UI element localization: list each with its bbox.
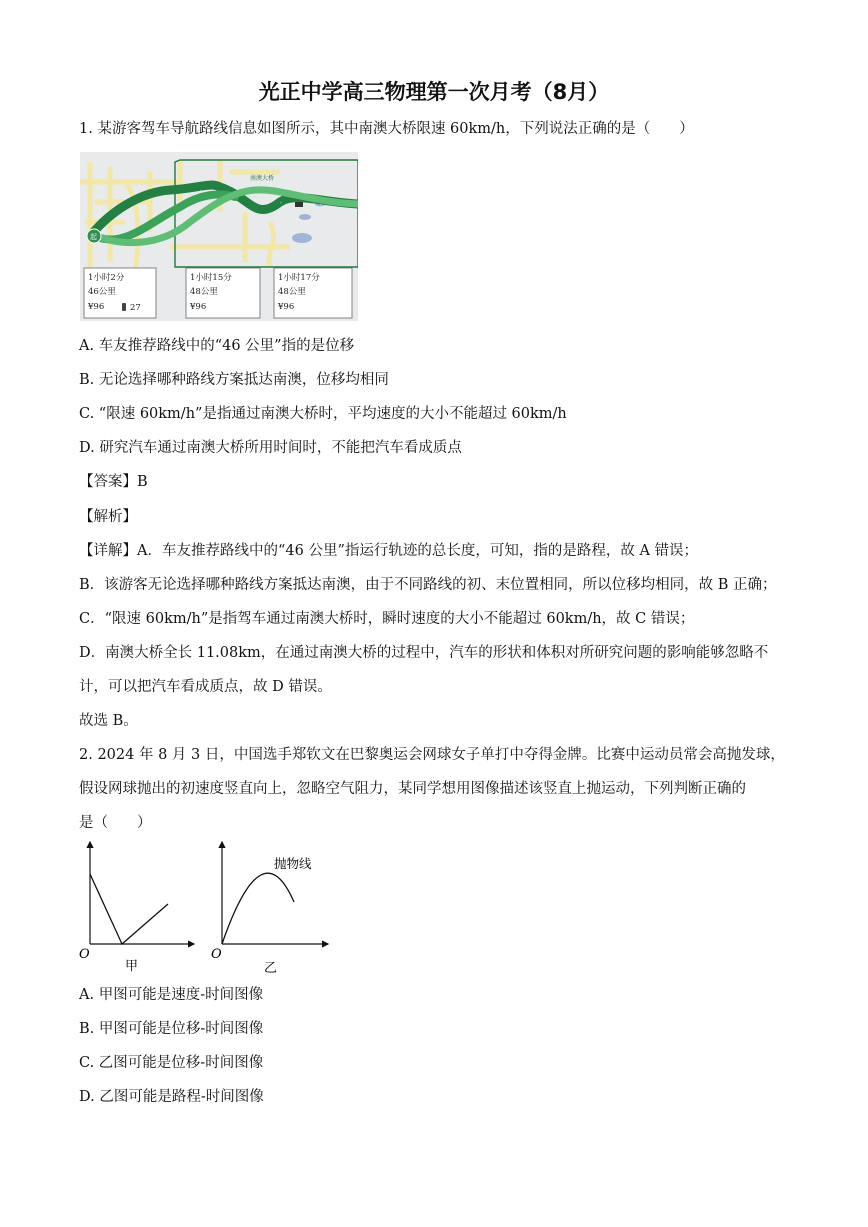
route-card-time: 1小时15分 xyxy=(190,273,232,283)
q1-option-c: C. “限速 60km/h”是指通过南澳大桥时，平均速度的大小不能超过 60km/h xyxy=(79,406,567,422)
question-1-stem: 1. 某游客驾车导航路线信息如图所示，其中南澳大桥限速 60km/h，下列说法正确的是（ ） xyxy=(79,121,694,137)
traffic-light-icon xyxy=(122,303,126,311)
q1-detail-line: B．该游客无论选择哪种路线方案抵达南澳，由于不同路线的初、末位置相同，所以位移均相同，故 B 正确； xyxy=(79,577,777,593)
graph-yi-parabola xyxy=(222,873,294,944)
route-card-2 xyxy=(186,268,260,318)
q1-detail-line: 计，可以把汽车看成质点，故 D 错误。 xyxy=(79,679,332,695)
q2-option-c: C. 乙图可能是位移-时间图像 xyxy=(79,1055,264,1071)
route-card-cost: ¥96 xyxy=(190,302,207,312)
q1-option-a: A. 车友推荐路线中的“46 公里”指的是位移 xyxy=(79,338,355,354)
question-2-stem: 是（ ） xyxy=(79,815,152,831)
graph-yi-caption: 乙 xyxy=(264,961,278,976)
graph-yi-curve-label: 抛物线 xyxy=(274,856,312,871)
q1-detail-line: C．“限速 60km/h”是指驾车通过南澳大桥时，瞬时速度的大小不能超过 60km/h，故 C 错误； xyxy=(79,611,695,627)
route-card-distance: 46公里 xyxy=(88,287,116,297)
start-label: 起 xyxy=(90,233,97,241)
q1-answer: 【答案】B xyxy=(79,474,148,490)
island xyxy=(299,214,311,220)
route-card-distance: 48公里 xyxy=(190,287,218,297)
route-card-distance: 48公里 xyxy=(278,287,306,297)
route-card-time: 1小时17分 xyxy=(278,273,320,283)
route-card-1 xyxy=(84,268,156,318)
navigation-map-figure xyxy=(80,152,358,321)
question-2-stem: 假设网球抛出的初速度竖直向上，忽略空气阻力，某同学想用图像描述该竖直上抛运动，下列判断正确的 xyxy=(79,781,746,797)
route-card-time: 1小时2分 xyxy=(88,273,125,283)
graph-jia xyxy=(79,842,194,974)
graph-jia-origin: O xyxy=(79,947,90,962)
motion-graphs-figure xyxy=(78,838,338,978)
q1-detail-line: D．南澳大桥全长 11.08km，在通过南澳大桥的过程中，汽车的形状和体积对所研究问题的影响能够忽略不 xyxy=(79,645,769,661)
car-icon xyxy=(295,202,303,207)
svg-text:›: › xyxy=(200,188,202,194)
q2-option-b: B. 甲图可能是位移-时间图像 xyxy=(79,1021,264,1037)
q1-analysis-heading: 【解析】 xyxy=(79,509,137,525)
island xyxy=(292,233,312,243)
q1-conclusion: 故选 B。 xyxy=(79,713,138,729)
graph-yi xyxy=(211,842,328,976)
bridge-label: 南澳大桥 xyxy=(250,175,275,182)
q1-detail-line: 【详解】A．车友推荐路线中的“46 公里”指运行轨迹的总长度，可知，指的是路程，故 A 错误； xyxy=(79,543,699,559)
q1-option-b: B. 无论选择哪种路线方案抵达南澳，位移均相同 xyxy=(79,372,389,388)
q2-option-d: D. 乙图可能是路程-时间图像 xyxy=(79,1089,264,1105)
graph-jia-line xyxy=(90,874,168,944)
graph-jia-caption: 甲 xyxy=(125,959,139,974)
route-card-cost: ¥96 xyxy=(88,302,105,312)
svg-text:›: › xyxy=(320,202,322,208)
svg-text:›: › xyxy=(140,210,142,216)
route-card-lights: 27 xyxy=(130,303,141,313)
question-2-stem: 2. 2024 年 8 月 3 日，中国选手郑钦文在巴黎奥运会网球女子单打中夺得金牌。比赛中运动员常会高抛发球， xyxy=(79,747,785,763)
q2-option-a: A. 甲图可能是速度-时间图像 xyxy=(79,987,264,1003)
page-title: 光正中学高三物理第一次月考（8月） xyxy=(258,80,610,104)
graph-yi-origin: O xyxy=(211,947,222,962)
q1-option-d: D. 研究汽车通过南澳大桥所用时间时，不能把汽车看成质点 xyxy=(79,440,462,456)
route-card-cost: ¥96 xyxy=(278,302,295,312)
svg-text:›: › xyxy=(280,200,282,206)
route-cards xyxy=(84,268,352,318)
route-card-3 xyxy=(274,268,352,318)
